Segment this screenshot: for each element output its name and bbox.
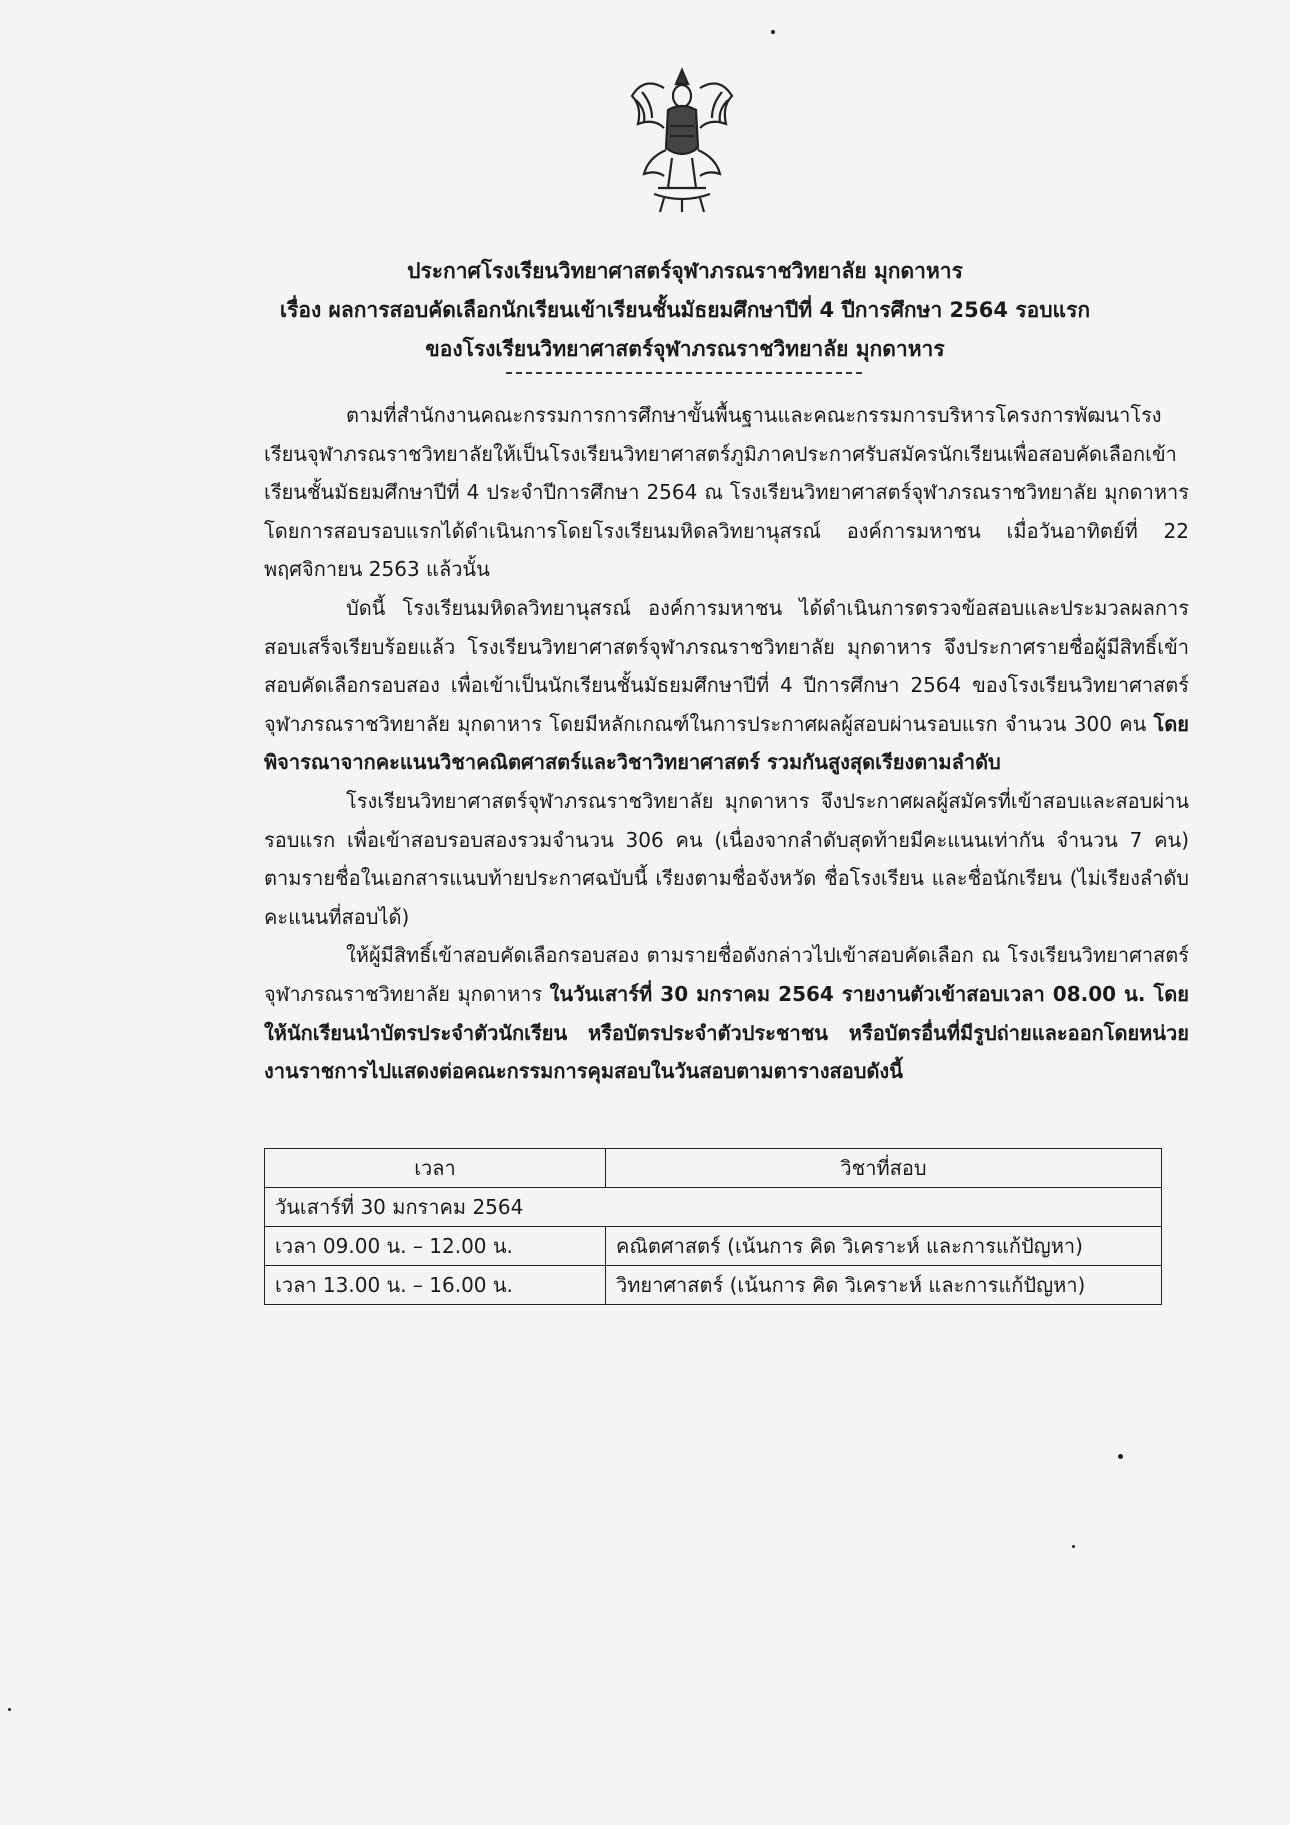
table-date-row	[265, 1188, 1162, 1227]
paragraph-3: โรงเรียนวิทยาศาสตร์จุฬาภรณราชวิทยาลัย มุกดาหาร จึงประกาศผลผู้สมัครที่เข้าสอบและสอบผ่านรอบแรก เพื่อเข้าสอบรอบสองรวมจำนวน 306 คน (เนื่องจากลำดับสุดท้ายมีคะแนนเท่ากัน จำนวน 7 คน) ตามรายชื่อในเอกสารแนบท้ายประกาศฉบับนี้ เรียงตามชื่อจังหวัด ชื่อโรงเรียน และชื่อนักเรียน (ไม่เรียงลำดับคะแนนที่สอบได้)	[264, 788, 1189, 929]
exam-time: เวลา 09.00 น. – 12.00 น.	[265, 1227, 606, 1266]
title-line-2: เรื่อง ผลการสอบคัดเลือกนักเรียนเข้าเรียนชั้นมัธยมศึกษาปีที่ 4 ปีการศึกษา 2564 รอบแรก	[279, 298, 1091, 322]
paragraph-1: ตามที่สำนักงานคณะกรรมการการศึกษาขั้นพื้นฐานและคณะกรรมการบริหารโครงการพัฒนาโรงเรียนจุฬาภรณราชวิทยาลัยให้เป็นโรงเรียนวิทยาศาสตร์ภูมิภาคประกาศรับสมัครนักเรียนเพื่อสอบคัดเลือกเข้าเรียนชั้นมัธยมศึกษาปีที่ 4 ประจำปีการศึกษา 2564 ณ โรงเรียนวิทยาศาสตร์จุฬาภรณราชวิทยาลัย มุกดาหาร โดยการสอบรอบแรกได้ดำเนินการโดยโรงเรียนมหิดลวิทยานุสรณ์ องค์การมหาชน เมื่อวันอาทิตย์ที่ 22 พฤศจิกายน 2563 แล้วนั้น	[264, 403, 1189, 582]
paragraph-4: ให้ผู้มีสิทธิ์เข้าสอบคัดเลือกรอบสอง ตามรายชื่อดังกล่าวไปเข้าสอบคัดเลือก ณ โรงเรียนวิทยาศาสตร์จุฬาภรณราชวิทยาลัย มุกดาหาร ในวันเสาร์ที่ 30 มกราคม 2564 รายงานตัวเข้าสอบเวลา 08.00 น. โดยให้นักเรียนนำบัตรประจำตัวนักเรียน หรือบัตรประจำตัวประชาชน หรือบัตรอื่นที่มีรูปถ่ายและออกโดยหน่วยงานราชการไปแสดงต่อคณะกรรมการคุมสอบในวันสอบตามตารางสอบดังนี้	[264, 943, 1189, 1084]
exam-schedule-table	[264, 1148, 1162, 1305]
table-row	[265, 1227, 1162, 1266]
header-subject: วิชาที่สอบ	[606, 1149, 1162, 1188]
announcement-title	[150, 252, 1220, 369]
table-row	[265, 1266, 1162, 1305]
exam-date: วันเสาร์ที่ 30 มกราคม 2564	[265, 1188, 1162, 1227]
announcement-body	[264, 396, 1189, 1091]
title-line-3: ของโรงเรียนวิทยาศาสตร์จุฬาภรณราชวิทยาลัย มุกดาหาร	[425, 337, 945, 361]
header-time: เวลา	[265, 1149, 606, 1188]
garuda-emblem-icon	[624, 66, 740, 216]
scan-speck	[1118, 1454, 1123, 1459]
title-divider	[506, 372, 862, 374]
exam-subject: คณิตศาสตร์ (เน้นการ คิด วิเคราะห์ และการแก้ปัญหา)	[606, 1227, 1162, 1266]
scan-speck	[771, 30, 775, 34]
exam-subject: วิทยาศาสตร์ (เน้นการ คิด วิเคราะห์ และการแก้ปัญหา)	[606, 1266, 1162, 1305]
exam-time: เวลา 13.00 น. – 16.00 น.	[265, 1266, 606, 1305]
scan-speck	[8, 1708, 11, 1711]
title-line-1: ประกาศโรงเรียนวิทยาศาสตร์จุฬาภรณราชวิทยาลัย มุกดาหาร	[407, 259, 963, 283]
scan-speck	[1072, 1545, 1075, 1548]
table-header-row	[265, 1149, 1162, 1188]
paragraph-2: บัดนี้ โรงเรียนมหิดลวิทยานุสรณ์ องค์การมหาชน ได้ดำเนินการตรวจข้อสอบและประมวลผลการสอบเสร็จเรียบร้อยแล้ว โรงเรียนวิทยาศาสตร์จุฬาภรณราชวิทยาลัย มุกดาหาร จึงประกาศรายชื่อผู้มีสิทธิ์เข้าสอบคัดเลือกรอบสอง เพื่อเข้าเป็นนักเรียนชั้นมัธยมศึกษาปีที่ 4 ปีการศึกษา 2564 ของโรงเรียนวิทยาศาสตร์จุฬาภรณราชวิทยาลัย มุกดาหาร โดยมีหลักเกณฑ์ในการประกาศผลผู้สอบผ่านรอบแรก จำนวน 300 คน โดยพิจารณาจากคะแนนวิชาคณิตศาสตร์และวิชาวิทยาศาสตร์ รวมกันสูงสุดเรียงตามลำดับ	[264, 595, 1189, 775]
